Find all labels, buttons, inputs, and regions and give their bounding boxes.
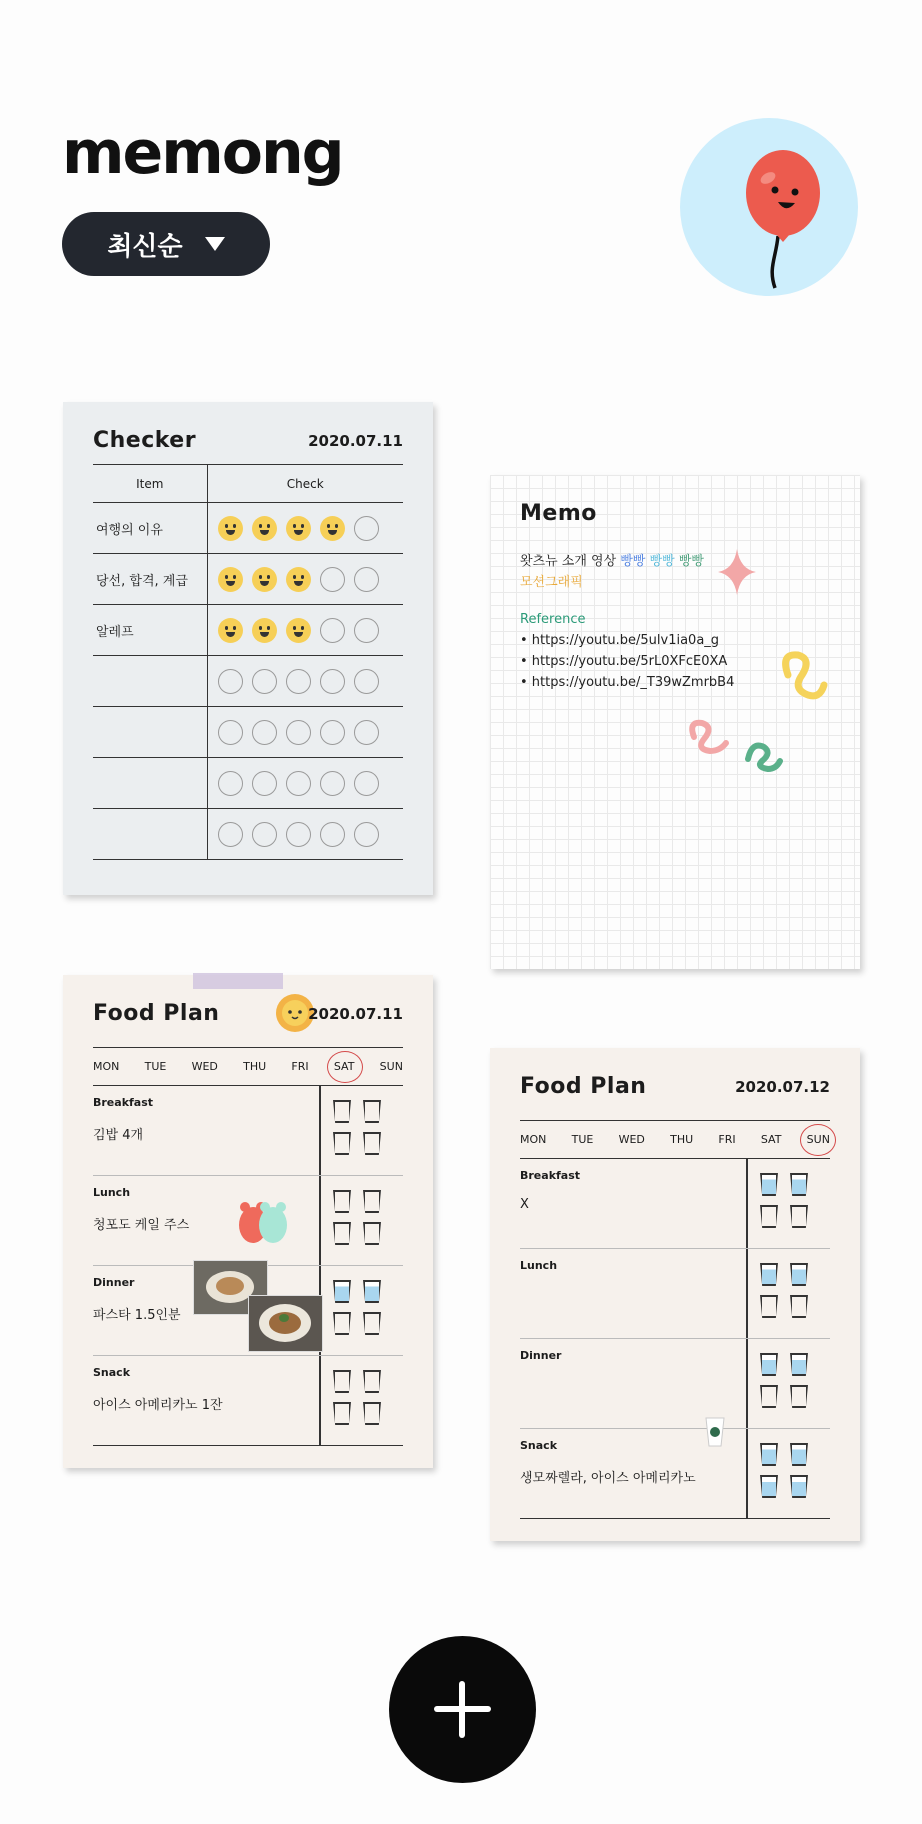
checker-date: 2020.07.11 bbox=[308, 432, 403, 450]
food-plan-card-2[interactable] bbox=[490, 1048, 860, 1541]
squiggle-green-icon bbox=[748, 746, 780, 770]
checker-item-name bbox=[93, 707, 207, 758]
meal-value: 생모짜렐라, 아이스 아메리카노 bbox=[520, 1471, 696, 1486]
memo-link-3[interactable]: • https://youtu.be/_T39wZmrbB4 bbox=[520, 675, 735, 690]
water-cup-icon[interactable] bbox=[333, 1132, 351, 1155]
smiley-check-icon[interactable] bbox=[286, 516, 311, 541]
water-cup-icon[interactable] bbox=[363, 1402, 381, 1425]
water-cup-icon[interactable] bbox=[363, 1190, 381, 1213]
checker-marks bbox=[207, 656, 403, 707]
pasta-photo-2[interactable] bbox=[248, 1295, 323, 1352]
water-cup-icon[interactable] bbox=[363, 1100, 381, 1123]
empty-check-circle[interactable] bbox=[252, 669, 277, 694]
smiley-check-icon[interactable] bbox=[286, 618, 311, 643]
weekday-mon[interactable]: MON bbox=[93, 1060, 120, 1073]
app-logo: memong bbox=[62, 118, 343, 188]
water-cups bbox=[760, 1263, 820, 1318]
water-cup-icon[interactable] bbox=[790, 1205, 808, 1228]
memo-link-2[interactable]: • https://youtu.be/5rL0XFcE0XA bbox=[520, 654, 728, 669]
water-cup-icon[interactable] bbox=[333, 1370, 351, 1393]
checker-marks bbox=[207, 809, 403, 860]
smiley-check-icon[interactable] bbox=[218, 618, 243, 643]
weekday-thu[interactable]: THU bbox=[670, 1133, 694, 1146]
water-cup-icon[interactable] bbox=[760, 1475, 778, 1498]
checker-table bbox=[93, 464, 403, 860]
water-cup-icon[interactable] bbox=[790, 1263, 808, 1286]
checker-row[interactable] bbox=[93, 758, 403, 809]
water-cup-icon[interactable] bbox=[790, 1173, 808, 1196]
water-cup-icon[interactable] bbox=[333, 1190, 351, 1213]
weekday-sun[interactable]: SUN bbox=[379, 1060, 403, 1073]
water-cup-icon[interactable] bbox=[790, 1385, 808, 1408]
empty-check-circle[interactable] bbox=[320, 567, 345, 592]
empty-check-circle[interactable] bbox=[320, 720, 345, 745]
weekday-row bbox=[93, 1047, 403, 1086]
empty-check-circle[interactable] bbox=[320, 669, 345, 694]
checker-row[interactable] bbox=[93, 605, 403, 656]
water-cups bbox=[333, 1100, 393, 1155]
empty-check-circle[interactable] bbox=[252, 720, 277, 745]
water-cup-icon[interactable] bbox=[790, 1353, 808, 1376]
water-cup-icon[interactable] bbox=[363, 1132, 381, 1155]
checker-item-name: 알레프 bbox=[93, 605, 207, 656]
memo-reference-label: Reference bbox=[520, 612, 586, 627]
checker-item-name bbox=[93, 656, 207, 707]
checker-item-name: 여행의 이유 bbox=[93, 503, 207, 554]
meal-value: 김밥 4개 bbox=[93, 1128, 144, 1143]
water-cup-icon[interactable] bbox=[363, 1312, 381, 1335]
water-cup-icon[interactable] bbox=[363, 1222, 381, 1245]
meal-row[interactable] bbox=[520, 1249, 830, 1339]
memo-card[interactable] bbox=[490, 475, 860, 969]
empty-check-circle[interactable] bbox=[286, 669, 311, 694]
empty-check-circle[interactable] bbox=[320, 771, 345, 796]
coffee-cup-sticker-icon bbox=[704, 1416, 726, 1448]
meal-row[interactable] bbox=[93, 1086, 403, 1176]
weekday-sun[interactable]: SUN bbox=[806, 1133, 830, 1146]
meal-row[interactable] bbox=[520, 1339, 830, 1429]
water-cup-icon[interactable] bbox=[790, 1295, 808, 1318]
smiley-check-icon[interactable] bbox=[252, 618, 277, 643]
meal-value: X bbox=[520, 1197, 529, 1212]
empty-check-circle[interactable] bbox=[320, 822, 345, 847]
caret-down-icon bbox=[205, 237, 225, 251]
empty-check-circle[interactable] bbox=[218, 771, 243, 796]
empty-check-circle[interactable] bbox=[252, 771, 277, 796]
food-plan-2-title: Food Plan bbox=[520, 1074, 647, 1099]
memo-title: Memo bbox=[520, 501, 597, 526]
sort-dropdown[interactable] bbox=[62, 212, 270, 276]
meal-list bbox=[520, 1159, 830, 1519]
empty-check-circle[interactable] bbox=[354, 720, 379, 745]
water-cup-icon[interactable] bbox=[760, 1173, 778, 1196]
empty-check-circle[interactable] bbox=[252, 822, 277, 847]
squiggle-pink-icon bbox=[692, 723, 726, 751]
meal-value: 파스타 1.5인분 bbox=[93, 1308, 181, 1323]
empty-check-circle[interactable] bbox=[218, 669, 243, 694]
meal-label: Lunch bbox=[520, 1259, 558, 1272]
water-cup-icon[interactable] bbox=[760, 1385, 778, 1408]
water-cups bbox=[760, 1353, 820, 1408]
water-cup-icon[interactable] bbox=[760, 1263, 778, 1286]
water-cup-icon[interactable] bbox=[333, 1222, 351, 1245]
memo-highlight-2: 빵빵 bbox=[649, 554, 675, 569]
checker-row[interactable] bbox=[93, 707, 403, 758]
food-plan-1-date: 2020.07.11 bbox=[308, 1005, 403, 1023]
water-cup-icon[interactable] bbox=[333, 1402, 351, 1425]
smiley-check-icon[interactable] bbox=[252, 567, 277, 592]
empty-check-circle[interactable] bbox=[354, 567, 379, 592]
weekday-wed[interactable]: WED bbox=[618, 1133, 645, 1146]
empty-check-circle[interactable] bbox=[354, 669, 379, 694]
column-header-check: Check bbox=[207, 465, 403, 503]
checker-item-name bbox=[93, 809, 207, 860]
water-cups bbox=[333, 1190, 393, 1245]
meal-value: 아이스 아메리카노 1잔 bbox=[93, 1398, 223, 1413]
meal-label: Breakfast bbox=[520, 1169, 581, 1182]
memo-line-1-text: 왓츠뉴 소개 영상 bbox=[520, 554, 621, 569]
food-plan-card-1[interactable] bbox=[63, 975, 433, 1468]
tape-sticker bbox=[193, 973, 283, 989]
meal-label: Dinner bbox=[520, 1349, 562, 1362]
water-cup-icon[interactable] bbox=[760, 1205, 778, 1228]
smiley-check-icon[interactable] bbox=[218, 516, 243, 541]
weekday-sat[interactable]: SAT bbox=[760, 1133, 782, 1146]
checker-marks bbox=[207, 605, 403, 656]
water-cup-icon[interactable] bbox=[760, 1353, 778, 1376]
smiley-check-icon[interactable] bbox=[286, 567, 311, 592]
weekday-tue[interactable]: TUE bbox=[144, 1060, 167, 1073]
meal-row[interactable] bbox=[520, 1159, 830, 1249]
water-cup-icon[interactable] bbox=[333, 1280, 351, 1303]
meal-row[interactable] bbox=[520, 1429, 830, 1519]
checker-marks bbox=[207, 554, 403, 605]
empty-check-circle[interactable] bbox=[218, 720, 243, 745]
water-cup-icon[interactable] bbox=[760, 1295, 778, 1318]
water-cups bbox=[760, 1443, 820, 1498]
meal-label: Dinner bbox=[93, 1276, 135, 1289]
meal-label: Breakfast bbox=[93, 1096, 154, 1109]
sparkle-icon bbox=[718, 549, 756, 595]
water-cup-icon[interactable] bbox=[333, 1312, 351, 1335]
empty-check-circle[interactable] bbox=[354, 516, 379, 541]
checker-row[interactable] bbox=[93, 809, 403, 860]
smiley-check-icon[interactable] bbox=[218, 567, 243, 592]
water-cup-icon[interactable] bbox=[363, 1280, 381, 1303]
water-cup-icon[interactable] bbox=[363, 1370, 381, 1393]
empty-check-circle[interactable] bbox=[286, 771, 311, 796]
water-cup-icon[interactable] bbox=[790, 1443, 808, 1466]
water-cup-icon[interactable] bbox=[333, 1100, 351, 1123]
checker-marks bbox=[207, 707, 403, 758]
checker-card[interactable] bbox=[63, 402, 433, 895]
water-cup-icon[interactable] bbox=[760, 1443, 778, 1466]
squiggle-yellow-icon bbox=[786, 655, 824, 696]
memo-stickers bbox=[490, 475, 860, 969]
empty-check-circle[interactable] bbox=[286, 822, 311, 847]
checker-row[interactable] bbox=[93, 656, 403, 707]
checker-row[interactable] bbox=[93, 554, 403, 605]
water-cups bbox=[333, 1370, 393, 1425]
water-cups bbox=[760, 1173, 820, 1228]
weekday-fri[interactable]: FRI bbox=[291, 1060, 309, 1073]
memo-highlight-1: 빵빵 bbox=[620, 554, 646, 569]
weekday-sat[interactable]: SAT bbox=[333, 1060, 355, 1073]
checker-marks bbox=[207, 758, 403, 809]
add-memo-button[interactable] bbox=[389, 1636, 536, 1783]
checker-item-name: 당선, 합격, 계급 bbox=[93, 554, 207, 605]
memo-line-2: 모션그래픽 bbox=[520, 575, 583, 590]
empty-check-circle[interactable] bbox=[218, 822, 243, 847]
empty-check-circle[interactable] bbox=[354, 771, 379, 796]
meal-row[interactable] bbox=[93, 1356, 403, 1446]
smiley-check-icon[interactable] bbox=[320, 516, 345, 541]
weekday-wed[interactable]: WED bbox=[191, 1060, 218, 1073]
weekday-row bbox=[520, 1120, 830, 1159]
profile-avatar[interactable] bbox=[680, 118, 858, 296]
memo-link-1[interactable]: • https://youtu.be/5ulv1ia0a_g bbox=[520, 633, 720, 648]
water-cups bbox=[333, 1280, 393, 1335]
checker-item-name bbox=[93, 758, 207, 809]
checker-title: Checker bbox=[93, 428, 197, 453]
weekday-thu[interactable]: THU bbox=[243, 1060, 267, 1073]
meal-value: 청포도 케일 주스 bbox=[93, 1218, 190, 1233]
column-header-item: Item bbox=[93, 465, 207, 503]
empty-check-circle[interactable] bbox=[320, 618, 345, 643]
weekday-tue[interactable]: TUE bbox=[571, 1133, 594, 1146]
gummy-bear-sticker-icon bbox=[233, 1197, 293, 1247]
sort-label: 최신순 bbox=[107, 231, 183, 262]
meal-label: Lunch bbox=[93, 1186, 131, 1199]
smiley-check-icon[interactable] bbox=[252, 516, 277, 541]
meal-label: Snack bbox=[93, 1366, 131, 1379]
balloon-icon bbox=[680, 118, 858, 296]
weekday-fri[interactable]: FRI bbox=[718, 1133, 736, 1146]
food-plan-1-title: Food Plan bbox=[93, 1001, 220, 1026]
empty-check-circle[interactable] bbox=[354, 822, 379, 847]
meal-label: Snack bbox=[520, 1439, 558, 1452]
memo-highlight-3: 빵빵 bbox=[678, 554, 704, 569]
empty-check-circle[interactable] bbox=[286, 720, 311, 745]
checker-row[interactable] bbox=[93, 503, 403, 554]
weekday-mon[interactable]: MON bbox=[520, 1133, 547, 1146]
empty-check-circle[interactable] bbox=[354, 618, 379, 643]
water-cup-icon[interactable] bbox=[790, 1475, 808, 1498]
food-plan-2-date: 2020.07.12 bbox=[735, 1078, 830, 1096]
checker-marks bbox=[207, 503, 403, 554]
